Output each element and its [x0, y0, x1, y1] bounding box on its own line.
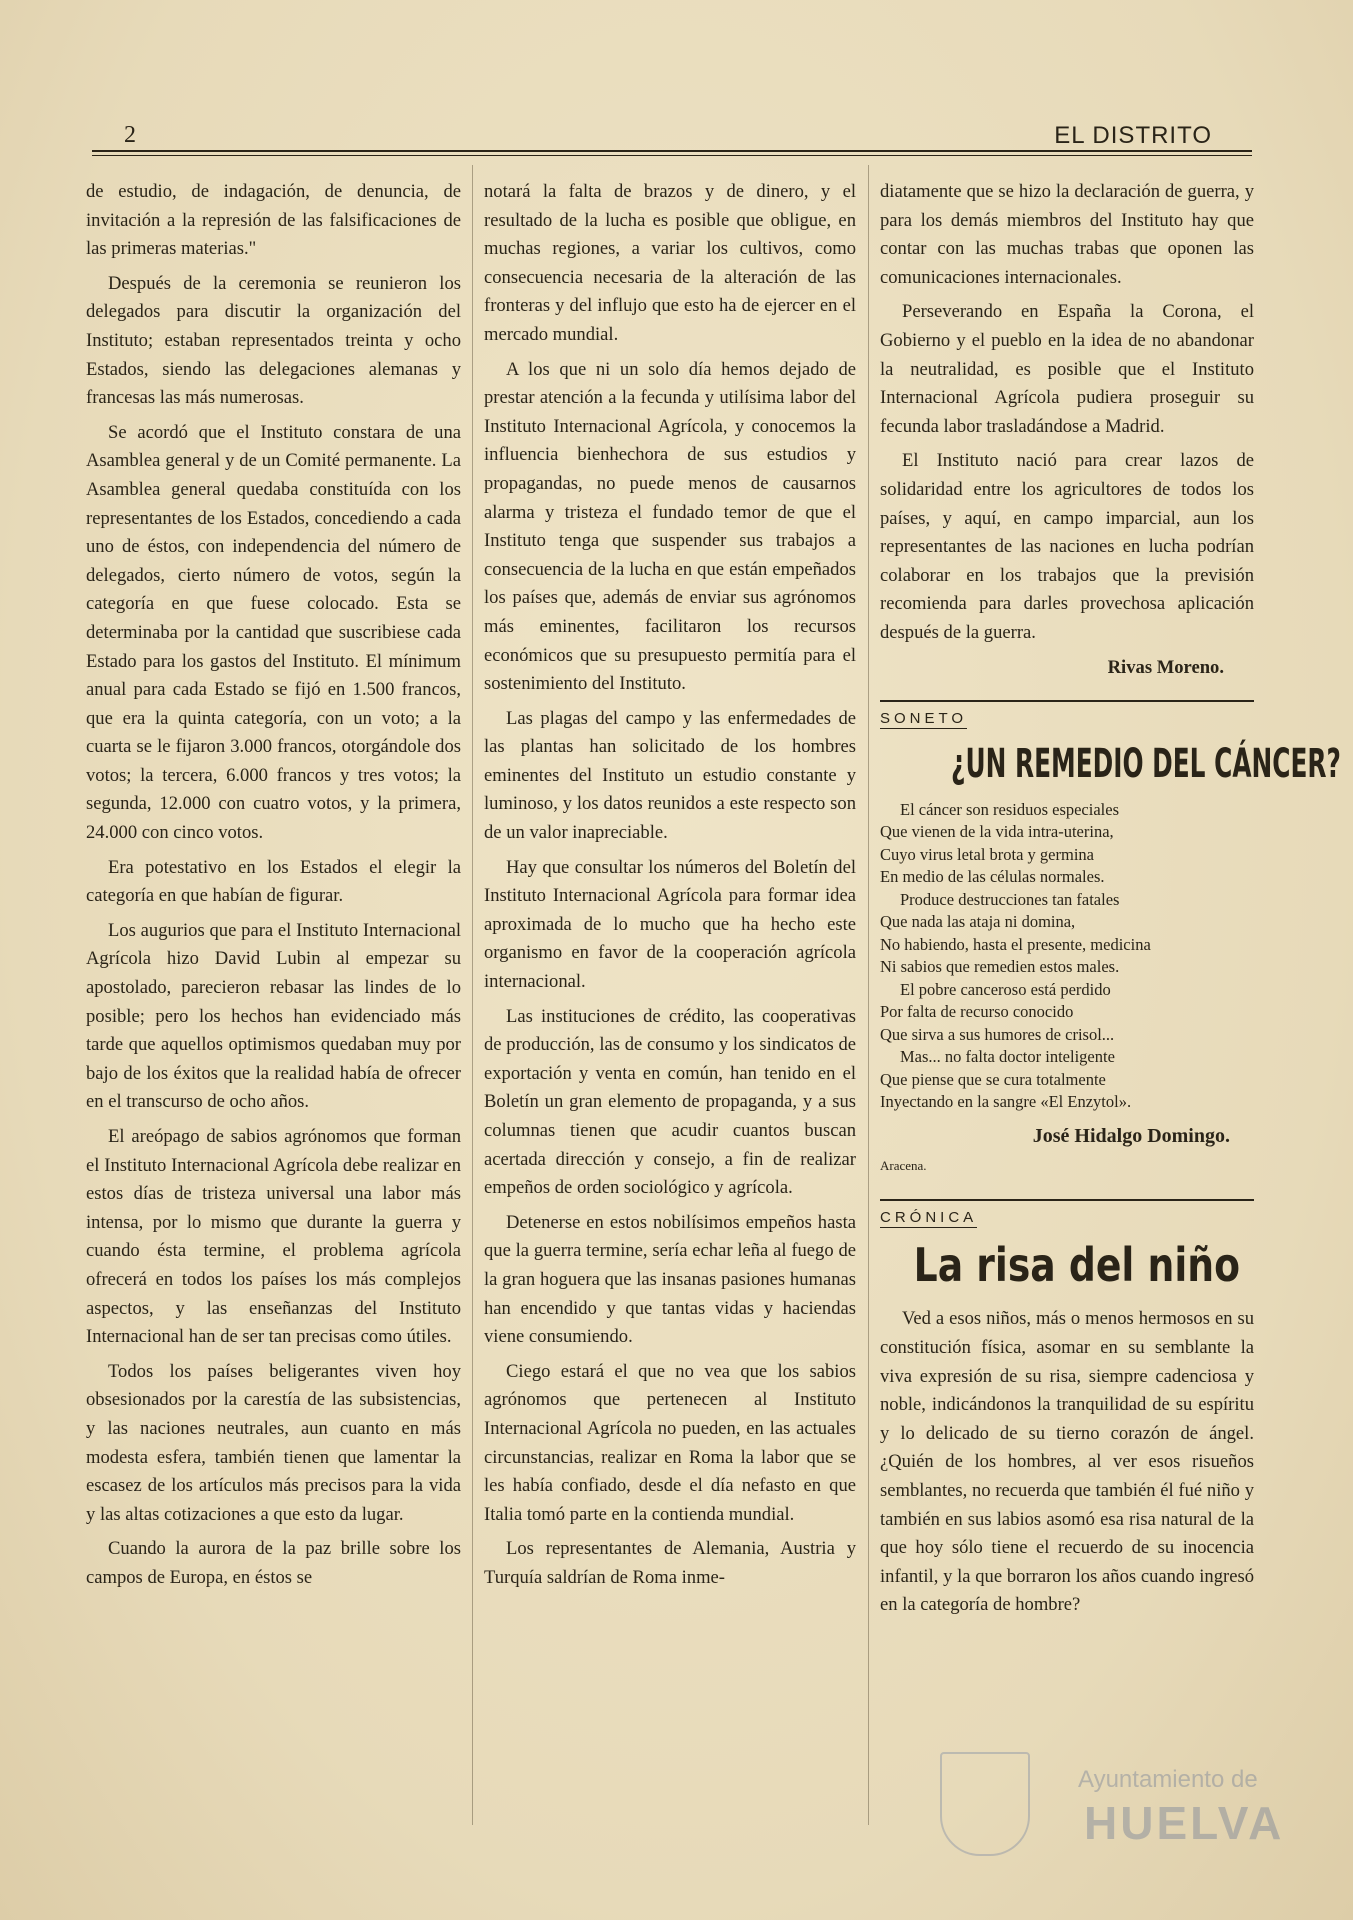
- cronica-label: CRÓNICA: [880, 1208, 978, 1226]
- column-divider: [472, 165, 473, 1825]
- paragraph: Las plagas del campo y las enfermedades de las plantas han solicitado de los hombres eminentes del Instituto un estudio constante y luminoso, y los datos reunidos a este respecto son de un valor inapreciable.: [484, 707, 856, 844]
- verse-line: No habiendo, hasta el presente, medicina: [880, 934, 1151, 954]
- paragraph: Era potestativo en los Estados el elegir la categoría en que habían de figurar.: [86, 856, 461, 907]
- verse-line: En medio de las células normales.: [880, 867, 1105, 887]
- watermark-line-1: Ayuntamiento de: [1078, 1766, 1258, 1793]
- cronica-text: Ved a esos niños, más o menos hermosos en su constitución física, asomar en su semblante la viva expresión de su risa, siempre cadenciosa y noble, indicándonos la tranquilidad de su espíritu y lo delicado de su tierno corazón de ángel. ¿Quién de los hombres, al ver esos risueños semblantes, no recuerda que también él fué niño y también en sus labios asomó esa risa natural de la que hoy sólo tiene el recuerdo de su inocencia infantil, y la que borraron los años cuando ingresó en la categoría de hombre?: [880, 1308, 1254, 1616]
- paragraph: notará la falta de brazos y de dinero, y el resultado de la lucha es posible que obligue, en muchas regiones, a variar los cultivos, como consecuencia necesaria de la alteración de las fronteras y del influjo que esto ha de ejercer en el mercado mundial.: [484, 181, 856, 345]
- section-divider: [880, 700, 1254, 702]
- paragraph: El Instituto nació para crear lazos de solidaridad entre los agricultores de todos los países, y aquí, en campo imparcial, aun los representantes de las naciones en lucha podrían colaborar en los trabajos que la previsión recomienda para darles provechosa aplicación después de la guerra.: [880, 450, 1254, 643]
- page-number: 2: [124, 122, 136, 148]
- watermark-line-2: HUELVA: [1084, 1797, 1285, 1849]
- paragraph: Cuando la aurora de la paz brille sobre los campos de Europa, en éstos se: [86, 1538, 461, 1588]
- newspaper-name: EL DISTRITO: [1054, 122, 1212, 149]
- verse-line: El pobre canceroso está perdido: [900, 979, 1111, 999]
- column-divider: [868, 165, 869, 1825]
- verse-line: Por falta de recurso conocido: [880, 1002, 1074, 1022]
- paragraph: Ciego estará el que no vea que los sabios agrónomos que pertenecen al Instituto Internacional Agrícola no pueden, en las actuales circunstancias, realizar en Roma la labor que se les había confiado, desde el día nefasto en que Italia tomó parte en la contienda mundial.: [484, 1360, 856, 1525]
- paragraph: El areópago de sabios agrónomos que forman el Instituto Internacional Agrícola debe realizar en estos días de tristeza universal una labor más intensa, por lo mismo que durante la guerra y cuando ésta termine, el problema agrícola ofrecerá en todos los países los más complejos aspectos, y las enseñanzas del Instituto Internacional han de ser tan precisas como útiles.: [86, 1126, 461, 1348]
- verse-line: Que sirva a sus humores de crisol...: [880, 1024, 1115, 1044]
- paragraph: Los augurios que para el Instituto Internacional Agrícola hizo David Lubin al empezar su apostolado, parecieron rebasar las lindes de lo posible; pero los hechos han evidenciado más tarde que aquellos optimismos quedaban muy por bajo de los éxitos que la realidad había de ofrecer en el transcurso de ocho años.: [86, 919, 461, 1113]
- article-column-2: [484, 178, 856, 1599]
- verse-line: Mas... no falta doctor inteligente: [900, 1047, 1115, 1067]
- verse-line: Que vienen de la vida intra-uterina,: [880, 822, 1114, 842]
- sonnet-verses: [880, 799, 1254, 1114]
- header-rule: [92, 150, 1252, 152]
- verse-line: Inyectando en la sangre «El Enzytol».: [880, 1092, 1132, 1112]
- article-column-3: [880, 178, 1341, 1626]
- sonnet-label: SONETO: [880, 710, 968, 728]
- section-divider: [880, 1199, 1254, 1201]
- paragraph: Los representantes de Alemania, Austria y Turquía saldrían de Roma inme-: [484, 1538, 856, 1588]
- header-rule-thin: [92, 155, 1252, 156]
- verse-line: Cuyo virus letal brota y germina: [880, 844, 1094, 864]
- verse-line: Que nada las ataja ni domina,: [880, 912, 1076, 932]
- verse-line: Ni sabios que remedien estos males.: [880, 957, 1120, 977]
- sonnet-title: ¿UN REMEDIO DEL CÁNCER?: [951, 740, 1341, 787]
- sonnet-author: José Hidalgo Domingo.: [1032, 1124, 1230, 1147]
- paragraph: Perseverando en España la Corona, el Gobierno y el pueblo en la idea de no abandonar la neutralidad, es posible que el Instituto Internacional Agrícola pudiera proseguir su fecunda labor trasladándose a Madrid.: [880, 301, 1254, 437]
- paragraph: Todos los países beligerantes viven hoy obsesionados por la carestía de las subsistencias, y las naciones neutrales, aun cuanto en más modesta esfera, también tienen que lamentar la escasez de los artículos más precisos para la vida y las altas cotizaciones a que esto da lugar.: [86, 1360, 461, 1525]
- verse-line: Produce destrucciones tan fatales: [900, 889, 1120, 909]
- paragraph: Detenerse en estos nobilísimos empeños hasta que la guerra termine, sería echar leña al fuego de la gran hoguera que las insanas pasiones humanas han encendido y que tantas vidas y haciendas viene consumiendo.: [484, 1211, 856, 1348]
- article-column-1: [86, 178, 461, 1599]
- article-author: Rivas Moreno.: [1107, 656, 1224, 678]
- paragraph: Hay que consultar los números del Boletín del Instituto Internacional Agrícola para formar idea aproximada de lo mucho que ha hecho este organismo en favor de la cooperación agrícola internacional.: [484, 856, 856, 993]
- page-header: [92, 118, 1252, 154]
- verse-line: El cáncer son residuos especiales: [900, 799, 1119, 819]
- paragraph: Se acordó que el Instituto constara de una Asamblea general y de un Comité permanente. La Asamblea general quedaba constituída con los representantes de los Estados, concediendo a cada uno de éstos, con independencia del número de delegados, cierto número de votos, según la categoría en que fuese colocado. Esta se determinaba por la cantidad que suscribiese cada Estado para los gastos del Instituto. El mínimum anual para cada Estado se fijó en 1.500 francos, que era la quinta categoría, con un voto; a la cuarta se le fijaron 3.000 francos, otorgándole dos votos; la tercera, 6.000 francos y tres votos; la segunda, 12.000 con cuatro votos, y la primera, 24.000 con cinco votos.: [86, 421, 461, 844]
- verse-line: Que piense que se cura totalmente: [880, 1069, 1106, 1089]
- paragraph: diatamente que se hizo la declaración de guerra, y para los demás miembros del Instituto hay que contar con las muchas trabas que oponen las comunicaciones internacionales.: [880, 181, 1254, 288]
- paragraph: de estudio, de indagación, de denuncia, de invitación a la represión de las falsificaciones de las primeras materias.": [86, 181, 461, 260]
- cronica-title: La risa del niño: [913, 1238, 1241, 1293]
- sonnet-place: Aracena.: [880, 1158, 927, 1174]
- archive-watermark: [940, 1752, 1285, 1852]
- coat-of-arms-icon: [940, 1752, 1030, 1856]
- paragraph: A los que ni un solo día hemos dejado de prestar atención a la fecunda y utilísima labor del Instituto Internacional Agrícola, y conocemos la influencia bienhechora de sus estudios y propagandas, no puede menos de causarnos alarma y tristeza el fundado temor de que el Instituto tenga que suspender sus trabajos a consecuencia de la lucha en que están empeñados los países que, además de enviar sus agrónomos más eminentes, facilitaron los recursos económicos que su presupuesto permitía para el sostenimiento del Instituto.: [484, 358, 856, 695]
- paragraph: Después de la ceremonia se reunieron los delegados para discutir la organización del Instituto; estaban representados treinta y ocho Estados, siendo las delegaciones alemanas y francesas las más numerosas.: [86, 272, 461, 409]
- paragraph: Las instituciones de crédito, las cooperativas de producción, las de consumo y los sindicatos de exportación y venta en común, han tenido en el Boletín un gran elemento de propaganda, y a sus columnas tienen que acudir cuantos buscan acertada dirección y consejo, a fin de realizar empeños de orden sociológico y agrícola.: [484, 1005, 856, 1199]
